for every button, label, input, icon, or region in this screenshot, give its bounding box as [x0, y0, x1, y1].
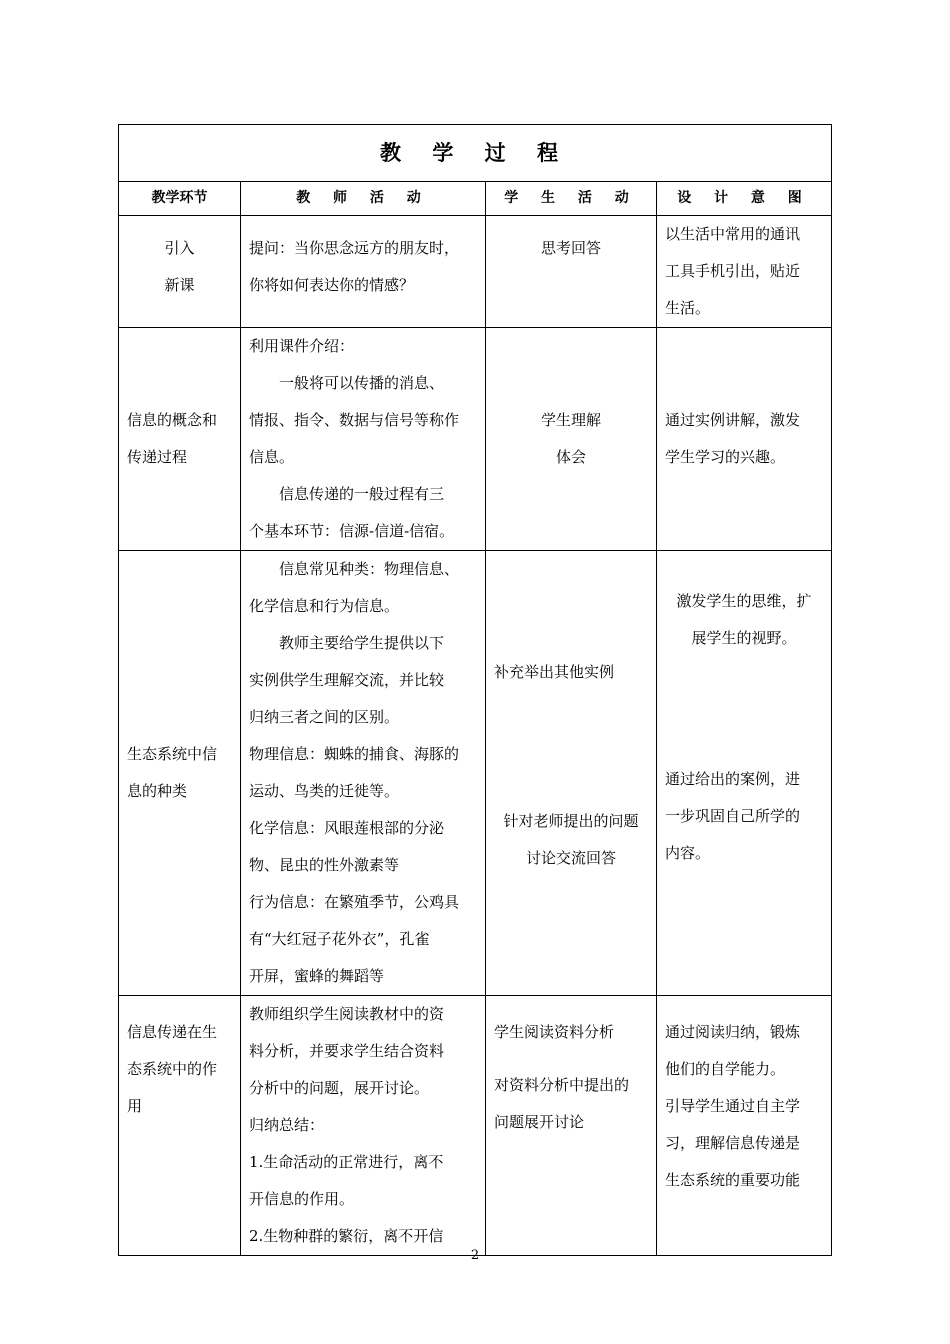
stage-cell: 引入 新课 — [119, 216, 241, 328]
teacher-cell: 提问：当你思念远方的朋友时， 你将如何表达你的情感？ — [241, 216, 486, 328]
table-row — [119, 216, 832, 328]
table-row — [119, 996, 832, 1256]
page-number: 2 — [470, 1248, 480, 1263]
header-stage: 教学环节 — [119, 182, 241, 216]
teacher-cell: 信息常见种类：物理信息、 化学信息和行为信息。 教师主要给学生提供以下 实例供学生理解交流，并比较 归纳三者之间的区别。 物理信息：蜘蛛的捕食、海豚的 运动、鸟类的迁徙等。 化学信息：风眼莲根部的分泌 物、昆虫的性外激素等 行为信息：在繁殖季节，公鸡具 有“大红冠子花外衣”，孔雀 开屏，蜜蜂的舞蹈等 — [241, 551, 486, 996]
stage-cell: 信息的概念和 传递过程 — [119, 328, 241, 551]
header-design-intent: 设 计 意 图 — [657, 182, 832, 216]
table-row — [119, 551, 832, 996]
intent-cell: 通过实例讲解，激发 学生学习的兴趣。 — [657, 328, 832, 551]
stage-cell: 信息传递在生 态系统中的作 用 — [119, 996, 241, 1256]
teacher-cell: 教师组织学生阅读教材中的资 料分析，并要求学生结合资料 分析中的问题，展开讨论。 归纳总结： 1.生命活动的正常进行，离不 开信息的作用。 2.生物种群的繁衍，离不开信 — [241, 996, 486, 1256]
student-cell: 学生阅读资料分析 对资料分析中提出的 问题展开讨论 — [486, 996, 657, 1256]
intent-cell: 通过阅读归纳，锻炼 他们的自学能力。 引导学生通过自主学 习，理解信息传递是 生态系统的重要功能 — [657, 996, 832, 1256]
teacher-cell: 利用课件介绍： 一般将可以传播的消息、 情报、指令、数据与信号等称作 信息。 信息传递的一般过程有三 个基本环节：信源-信道-信宿。 — [241, 328, 486, 551]
teaching-process-table — [118, 124, 832, 1256]
table-title: 教 学 过 程 — [119, 125, 832, 182]
student-cell: 思考回答 — [486, 216, 657, 328]
intent-cell: 激发学生的思维，扩 展学生的视野。 通过给出的案例，进 一步巩固自己所学的 内容。 — [657, 551, 832, 996]
stage-cell: 生态系统中信 息的种类 — [119, 551, 241, 996]
table-row — [119, 328, 832, 551]
student-cell: 补充举出其他实例 针对老师提出的问题 讨论交流回答 — [486, 551, 657, 996]
student-cell: 学生理解 体会 — [486, 328, 657, 551]
header-student-activity: 学 生 活 动 — [486, 182, 657, 216]
header-teacher-activity: 教 师 活 动 — [241, 182, 486, 216]
intent-cell: 以生活中常用的通讯 工具手机引出，贴近 生活。 — [657, 216, 832, 328]
